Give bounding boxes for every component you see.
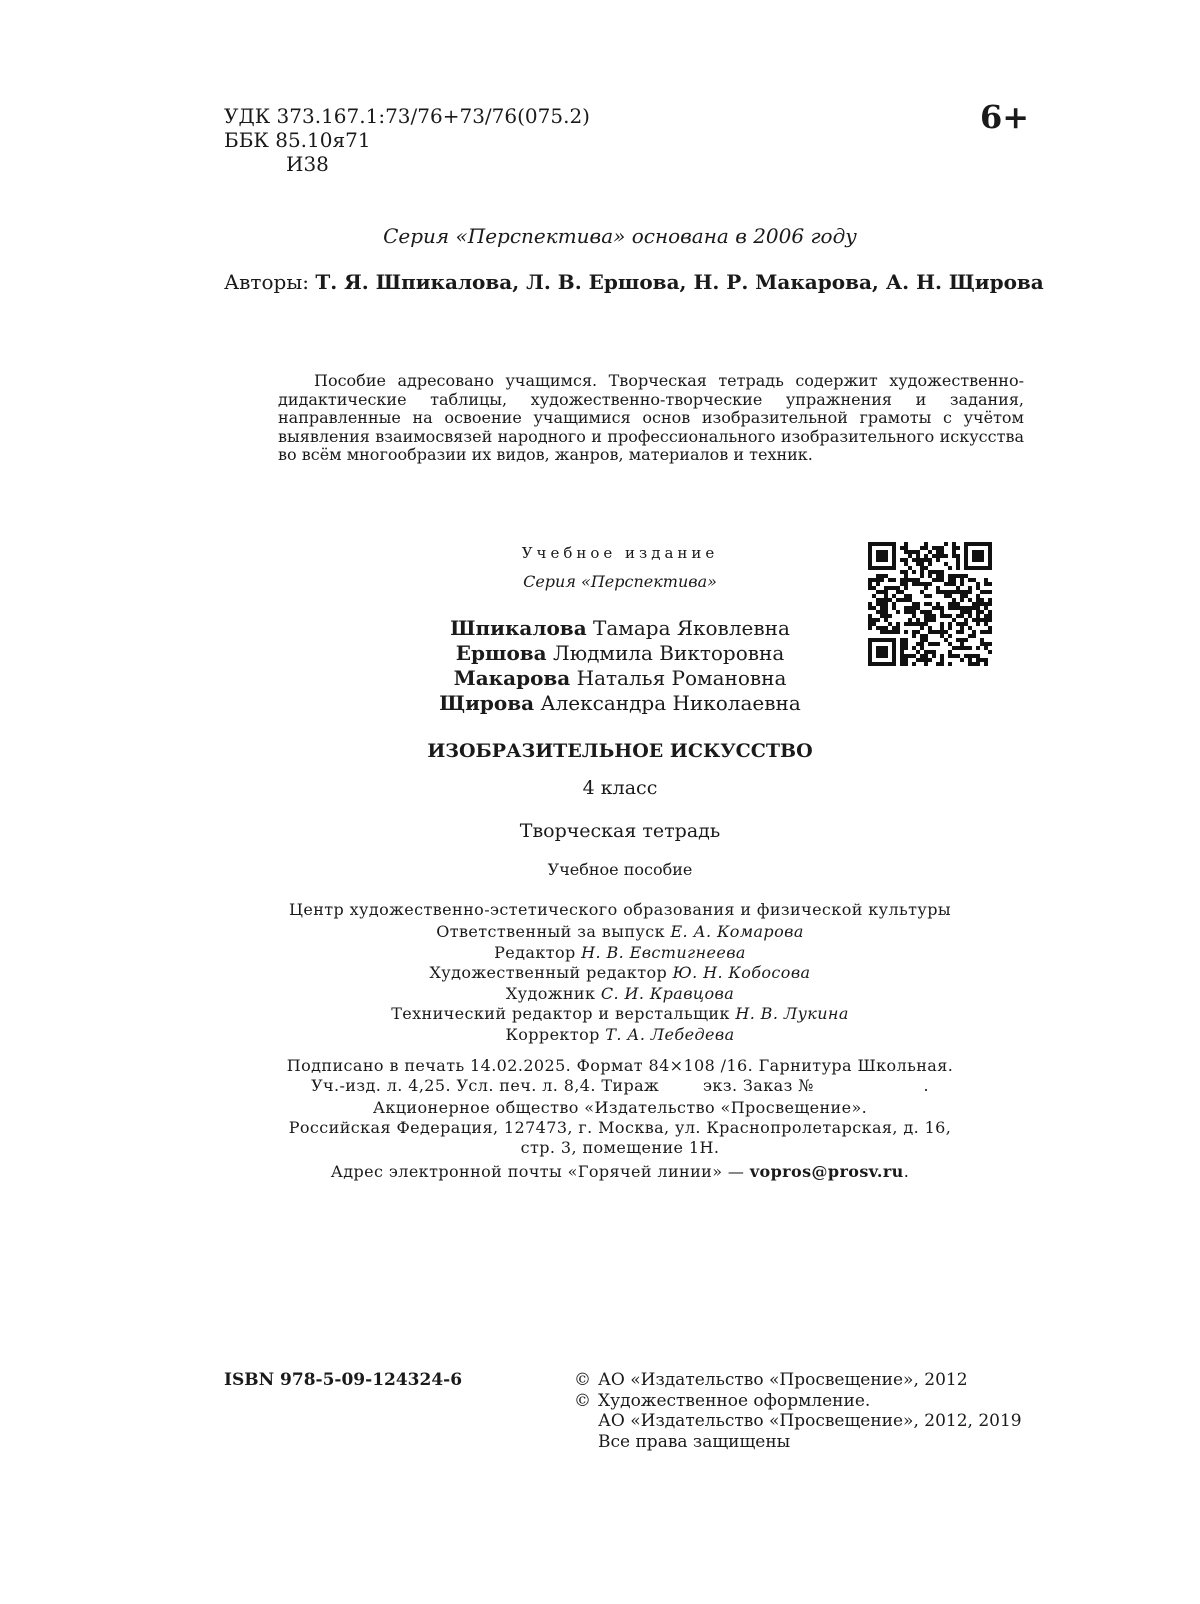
udk-code: УДК 373.167.1:73/76+73/76(075.2) <box>224 104 590 128</box>
book-title: ИЗОБРАЗИТЕЛЬНОЕ ИСКУССТВО <box>427 740 813 762</box>
authors-line <box>224 270 1044 294</box>
author-mark: И38 <box>286 152 329 176</box>
printing-line: Подписано в печать 14.02.2025. Формат 84×108 /16. Гарнитура Школьная. <box>286 1056 954 1075</box>
credit-line: Художник С. И. Кравцова <box>505 983 735 1003</box>
series-note: Серия «Перспектива» основана в 2006 году <box>383 224 857 248</box>
publishing-center: Центр художественно-эстетического образования и физической культуры <box>288 900 952 919</box>
copyright-line: АО «Издательство «Просвещение», 2012, 2019 <box>598 1411 1022 1431</box>
grade: 4 класс <box>582 777 658 799</box>
copyright-line: © АО «Издательство «Просвещение», 2012 <box>574 1370 968 1390</box>
annotation <box>278 372 1024 465</box>
credits <box>0 922 1200 1045</box>
copyright-line: © Художественное оформление. <box>574 1390 871 1411</box>
annotation-paragraph: Пособие адресовано учащимся. Творческая тетрадь содержит художественно-дидактические таблицы, художественно-творческие упражнения и задания, направленные на освоение учащимися основ изобразительной грамоты с учётом выявления взаимосвязей народного и профессионального изобразительного искусства во всём многообразии их видов, жанров, материалов и техник. <box>278 371 1024 464</box>
copyright-icon: © <box>574 1370 591 1390</box>
publisher-address <box>0 1098 1200 1158</box>
isbn: ISBN 978-5-09-124324-6 <box>224 1370 463 1390</box>
hotline-prefix: Адрес электронной почты «Горячей линии» — <box>330 1162 745 1181</box>
credit-line: Ответственный за выпуск Е. А. Комарова <box>436 922 804 941</box>
qr-code-image <box>868 542 992 666</box>
copyright-icon: © <box>574 1390 591 1411</box>
author-full-name: Шпикалова Тамара Яковлевна <box>450 616 790 640</box>
book-subtype: Учебное пособие <box>547 860 693 879</box>
credit-line: Художественный редактор Ю. Н. Кобосова <box>429 963 811 982</box>
copyright-line: Все права защищены <box>598 1431 791 1452</box>
edition-series: Серия «Перспектива» <box>523 572 717 591</box>
hotline-line <box>0 1162 1200 1181</box>
bbk-code: ББК 85.10я71 <box>224 128 371 152</box>
author-full-name: Щирова Александра Николаевна <box>439 691 801 715</box>
hotline-suffix: . <box>903 1162 910 1181</box>
author-full-names <box>0 616 1200 716</box>
authors-label: Авторы: <box>224 270 309 294</box>
credit-line: Редактор Н. В. Евстигнеева <box>494 942 746 962</box>
authors-names: Т. Я. Шпикалова, Л. В. Ершова, Н. Р. Макарова, А. Н. Щирова <box>315 270 1044 294</box>
author-full-name: Ершова Людмила Викторовна <box>455 641 785 665</box>
printing-line: Уч.-изд. л. 4,25. Усл. печ. л. 8,4. Тираж экз. Заказ № . <box>311 1076 929 1095</box>
publisher-line: Акционерное общество «Издательство «Просвещение». <box>372 1098 868 1117</box>
author-full-name: Макарова Наталья Романовна <box>453 666 787 690</box>
copyright-block <box>574 1370 1022 1452</box>
classification-codes <box>224 104 590 176</box>
credit-line: Корректор Т. А. Лебедева <box>505 1024 735 1044</box>
book-type: Творческая тетрадь <box>519 820 721 842</box>
publisher-line: стр. 3, помещение 1Н. <box>520 1138 720 1157</box>
printing-details <box>0 1056 1200 1096</box>
publisher-line: Российская Федерация, 127473, г. Москва, ул. Краснопролетарская, д. 16, <box>288 1118 952 1137</box>
edition-type: Учебное издание <box>521 544 719 562</box>
age-rating: 6+ <box>980 98 1030 136</box>
credit-line: Технический редактор и верстальщик Н. В. Лукина <box>391 1004 849 1023</box>
hotline-email[interactable]: vopros@prosv.ru <box>749 1162 904 1181</box>
